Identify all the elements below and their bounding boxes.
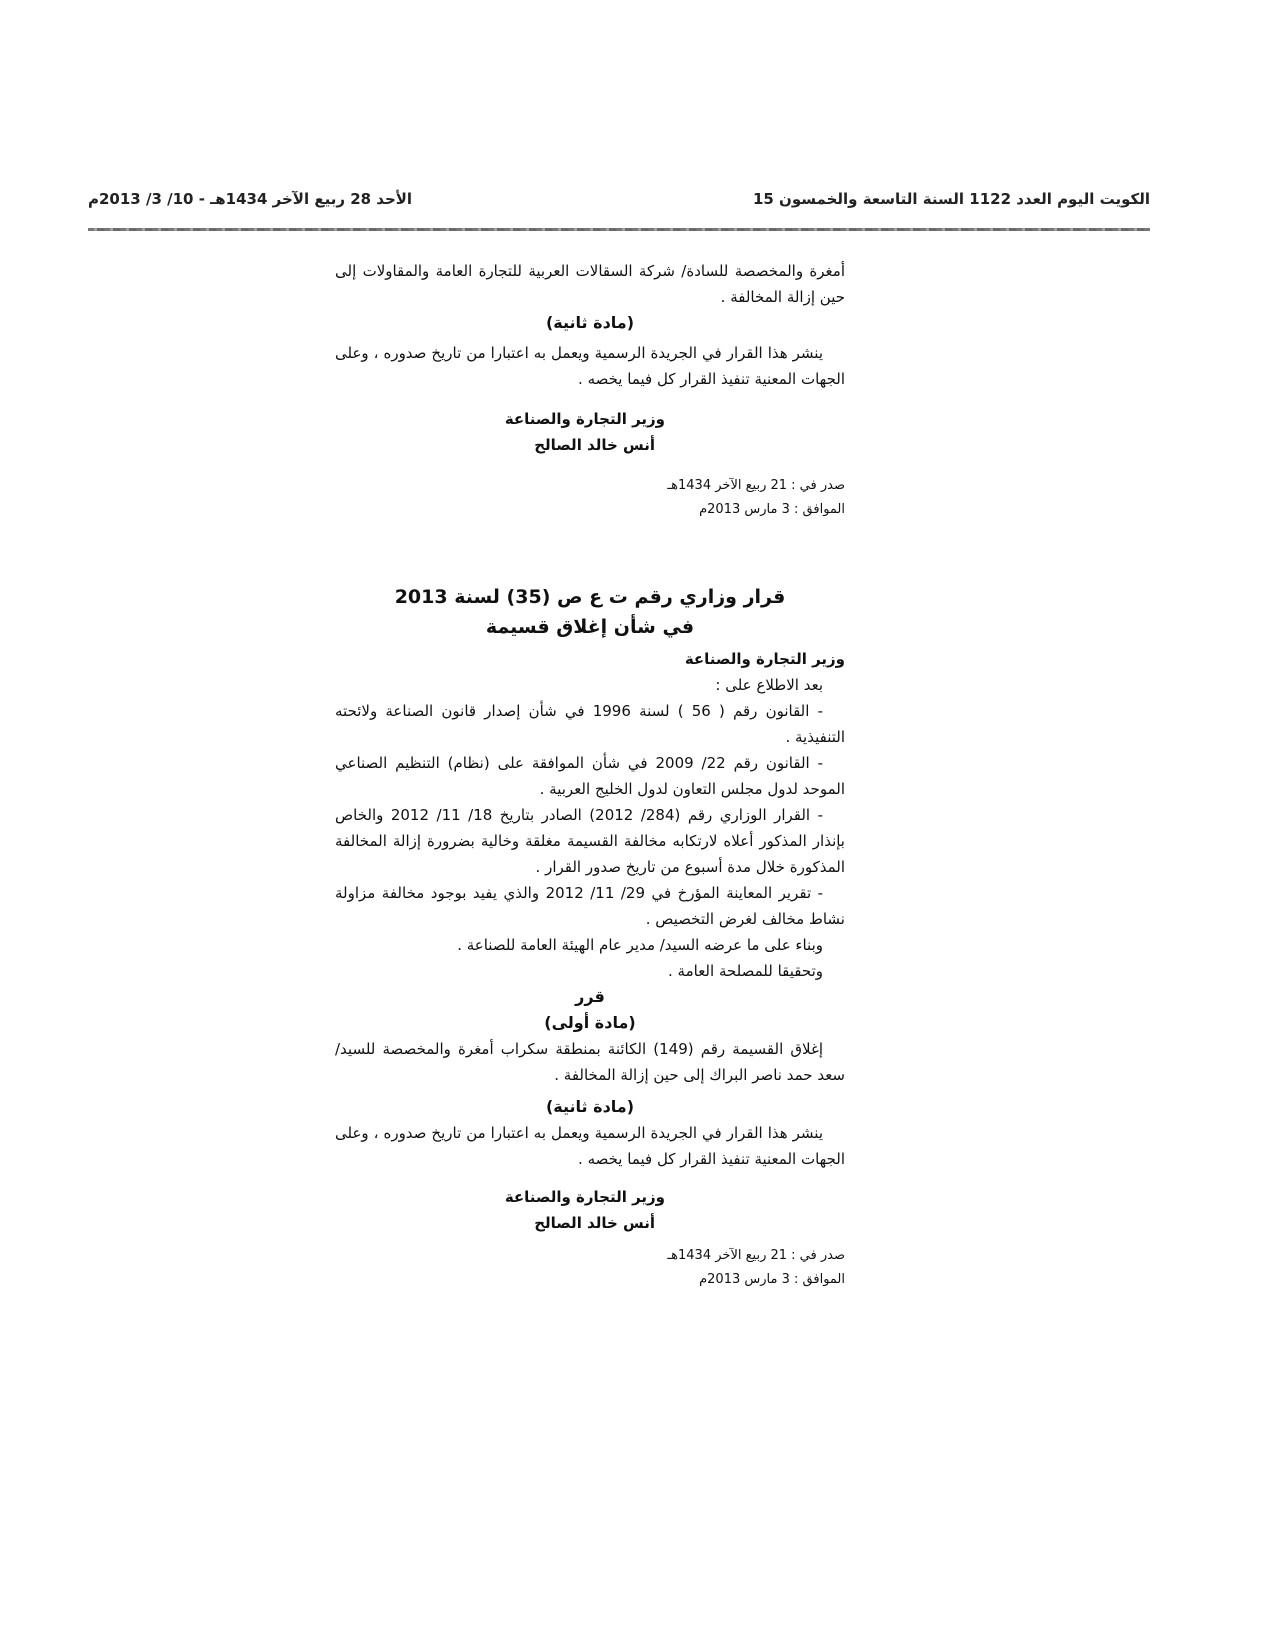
decision-1-article-2-heading: (مادة ثانية) [545,313,635,332]
decision-2-article-1-heading: (مادة أولى) [544,1013,636,1032]
decision-2-decides: قرر [575,987,605,1006]
header-issue-info: الكويت اليوم العدد 1122 السنة التاسعة والخمسون 15 [752,190,1150,208]
decision-2-minister-intro: وزير التجارة والصناعة [684,650,845,668]
decision-1-minister-title: وزير التجارة والصناعة [504,410,665,428]
decision-2-article-1-text: إغلاق القسيمة رقم (149) الكائنة بمنطقة سكراب أمغرة والمخصصة للسيد/ سعد حمد ناصر البراك إلى حين إزالة المخالفة . [335,1040,845,1084]
decision-2-subject: في شأن إغلاق قسيمة [485,616,695,638]
decision-1-continued [335,258,845,522]
decision-2-public-interest: وتحقيقا للمصلحة العامة . [668,962,823,980]
decision-2-issued-date: صدر في : 21 ربيع الآخر 1434هـ [667,1248,845,1263]
decision-2-article-2-heading: (مادة ثانية) [545,1097,635,1116]
page-header [88,190,1150,226]
decision-1-article-2-text: ينشر هذا القرار في الجريدة الرسمية ويعمل به اعتبارا من تاريخ صدوره ، وعلى الجهات المعنية تنفيذ القرار كل فيما يخصه . [335,344,845,388]
decision-2-minister-title: وزير التجارة والصناعة [504,1188,665,1206]
decision-2-reference-3: - القرار الوزاري رقم (284/ 2012) الصادر بتاريخ 18/ 11/ 2012 والخاص بإنذار المذكور أعلاه لارتكابه مخالفة القسيمة مغلقة وخالية بضرورة إزالة المخالفة المذكورة خلال مدة أسبوع من تاريخ صدور القرار . [335,806,845,876]
decision-2-reference-1: - القانون رقم ( 56 ) لسنة 1996 في شأن إصدار قانون الصناعة ولائحته التنفيذية . [335,702,845,746]
header-date: الأحد 28 ربيع الآخر 1434هـ - 10/ 3/ 2013م [88,190,413,208]
decision-2-corresponding-date: الموافق : 3 مارس 2013م [699,1272,845,1287]
decision-2-minister-name: أنس خالد الصالح [534,1214,655,1232]
decision-1-minister-name: أنس خالد الصالح [534,436,655,454]
decision-2-proposal: وبناء على ما عرضه السيد/ مدير عام الهيئة العامة للصناعة . [457,936,823,954]
decision-1-issued-date: صدر في : 21 ربيع الآخر 1434هـ [667,478,845,493]
decision-2-title: قرار وزاري رقم ت ع ص (35) لسنة 2013 [394,586,786,608]
decision-2-reference-2: - القانون رقم 22/ 2009 في شأن الموافقة على (نظام) التنظيم الصناعي الموحد لدول مجلس التعاون لدول الخليج العربية . [335,754,845,798]
decision-2-reference-4: - تقرير المعاينة المؤرخ في 29/ 11/ 2012 والذي يفيد بوجود مخالفة مزاولة نشاط مخالف لغرض التخصيص . [335,884,845,928]
decision-1-corresponding-date: الموافق : 3 مارس 2013م [699,502,845,517]
header-rule [88,228,1150,231]
decision-2-after-review: بعد الاطلاع على : [715,676,823,694]
decision-2 [335,582,845,1292]
decision-1-paragraph: أمغرة والمخصصة للسادة/ شركة السقالات العربية للتجارة العامة والمقاولات إلى حين إزالة المخالفة . [335,262,845,306]
decision-2-article-2-text: ينشر هذا القرار في الجريدة الرسمية ويعمل به اعتبارا من تاريخ صدوره ، وعلى الجهات المعنية تنفيذ القرار كل فيما يخصه . [335,1124,845,1168]
